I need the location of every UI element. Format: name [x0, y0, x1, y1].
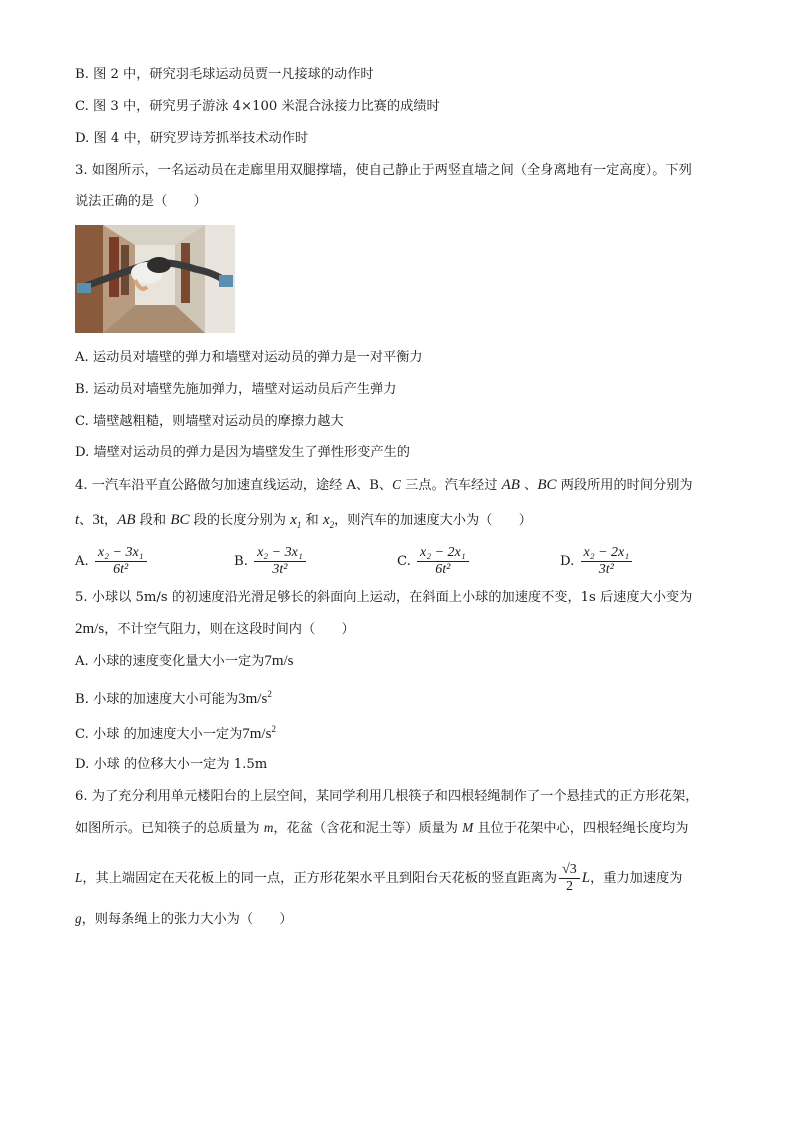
q5-option-c: C. 小球 的加速度大小一定为$7m/s^2$: [75, 724, 276, 742]
q4-segment-ab: AB: [501, 477, 520, 493]
q4-option-d: D. $\frac{\text{x₂ − 2x₁}}{\text{3t²}}$: [560, 545, 634, 578]
q3-option-d: D. 墙壁对运动员的弹力是因为墙壁发生了弹性形变产生的: [75, 445, 410, 460]
q3-stem-line1: 3. 如图所示，一名运动员在走廊里用双腿撑墙，使自己静止于两竖直墙之间（全身离地有一定高度）。下列: [75, 163, 692, 178]
q4-segment-ab: AB: [117, 512, 136, 528]
q4-text: 段的长度分别为: [189, 513, 291, 528]
q4-text: 两段所用的时间分别为: [556, 478, 693, 493]
q4-text: 4. 一汽车沿平直公路做匀加速直线运动，途经 A、B、: [75, 478, 393, 493]
q4-point-c: C: [392, 477, 401, 492]
q4-text: 和: [301, 513, 323, 528]
q5-stem-line2: [75, 619, 355, 640]
q4-option-a: A. $\frac{\text{x₂ − 3x₁}}{\text{6t²}}$: [75, 545, 149, 578]
q5-text: ，不计空气阻力，则在这段时间内（ ）: [104, 622, 355, 637]
q4-option-b: B. $\frac{\text{x₂ − 3x₁}}{\text{3t²}}$: [234, 545, 308, 578]
q6-stem-line4: g，则每条绳上的张力大小为（ ）: [75, 911, 293, 927]
athlete-wall-photo: [75, 225, 235, 333]
q4-text: 三点。汽车经过: [400, 478, 502, 493]
q4-text: ，则汽车的加速度大小为（ ）: [334, 513, 532, 528]
q3-stem-line2: 说法正确的是（ ）: [75, 194, 207, 209]
q4-x2: $x_2$: [322, 512, 335, 530]
q4-text: 段和: [135, 513, 171, 528]
q4-time-t: t: [75, 512, 80, 528]
q2-option-d: D. 图 4 中，研究罗诗芳抓举技术动作时: [75, 131, 309, 146]
q6-stem-line2: 如图所示。已知筷子的总质量为 m，花盆（含花和泥土等）质量为 M 且位于花架中心，四根轻绳长度均为: [75, 820, 689, 836]
q4-segment-bc: BC: [537, 477, 557, 493]
q5-option-a: A. 小球的速度变化量大小一定为7m/s: [75, 653, 294, 669]
q3-option-c: C. 墙壁越粗糙，则墙壁对运动员的摩擦力越大: [75, 414, 344, 429]
q6-stem-line3: L，其上端固定在天花板上的同一点，正方形花架水平且到阳台天花板的竖直距离为 $\frac{√3}{2}$ L，重力加速度为: [75, 862, 683, 894]
q5-option-b: B. 小球的加速度大小可能为$3m/s^2$: [75, 689, 272, 707]
q6-stem-line1: 6. 为了充分利用单元楼阳台的上层空间，某同学利用几根筷子和四根轻绳制作了一个悬挂式的正方形花架，: [75, 789, 699, 804]
q4-stem-line2: [75, 510, 532, 535]
q4-option-c: C. $\frac{\text{x₂ − 2x₁}}{\text{6t²}}$: [397, 545, 471, 578]
q3-option-a: A. 运动员对墙壁的弹力和墙壁对运动员的弹力是一对平衡力: [75, 350, 423, 365]
q4-text: 、: [79, 513, 93, 528]
q4-stem-line1: [75, 475, 693, 496]
q2-option-b: B. 图 2 中，研究羽毛球运动员贾一凡接球的动作时: [75, 67, 374, 82]
q4-text: 、: [519, 478, 538, 493]
q5-final-speed: 2m/s: [75, 621, 105, 637]
q4-segment-bc: BC: [170, 512, 190, 528]
q2-option-c: C. 图 3 中，研究男子游泳 4×100 米混合泳接力比赛的成绩时: [75, 99, 440, 114]
q4-time-3t: 3t: [92, 512, 105, 528]
q5-option-d: D. 小球 的位移大小一定为 1.5m: [75, 757, 268, 772]
q3-option-b: B. 运动员对墙壁先施加弹力，墙壁对运动员后产生弹力: [75, 382, 397, 397]
q5-stem-line1: 5. 小球以 5m/s 的初速度沿光滑足够长的斜面向上运动，在斜面上小球的加速度不变，1s 后速度大小变为: [75, 590, 693, 605]
q4-x1: $x_1$: [290, 512, 302, 530]
q4-text: ，: [104, 513, 118, 528]
